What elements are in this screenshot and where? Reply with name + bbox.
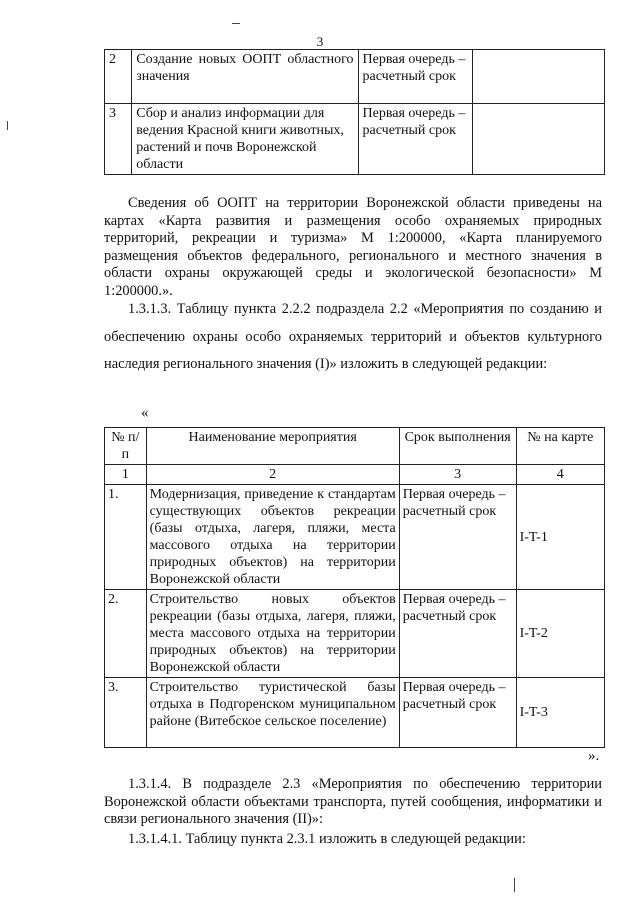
table-cell-num: 3. (105, 678, 147, 748)
paragraph-table-2-3-1 (104, 831, 602, 849)
table-cell-name: Создание новых ООПТ областного значения (132, 50, 358, 104)
paragraph-text: 1.3.1.3. Таблицу пункта 2.2.2 подраздела 2.2 «Мероприятия по созданию и обеспечению охраны особо охраняемых территорий и объектов культурного наследия регионального значения (I)» изложить в следующей редакции: (104, 301, 602, 372)
paragraph-text: Сведения об ООПТ на территории Воронежской области приведены на картах «Карта развития и размещения особо охраняемых природных территорий, рекреации и туризма» М 1:200000, «Карта планируемого размещения объектов федерального, регионального и местного значения в области охраны окружающей среды и экологической безопасности» М 1:200000.». (104, 195, 602, 299)
scan-mark (7, 121, 8, 130)
table-header-row (105, 428, 605, 465)
paragraph-subsection-2-3 (104, 776, 602, 829)
table-cell-term: Первая очередь – расчетный срок (358, 104, 472, 175)
col-number: 4 (516, 465, 604, 485)
paragraph-ooop-maps (104, 195, 602, 301)
table-cell-map (472, 50, 604, 104)
table-cell-num: 2. (105, 590, 147, 678)
scan-mark (232, 23, 240, 24)
table-row (105, 590, 605, 678)
table-row (105, 50, 605, 104)
table-cell-term: Первая очередь – расчетный срок (358, 50, 472, 104)
header-num: № п/п (105, 428, 147, 465)
paragraph-text: 1.3.1.4. В подразделе 2.3 «Мероприятия по обеспечению территории Воронежской области объектами транспорта, путей сообщения, информатики и связи регионального значения (II)»: (104, 776, 602, 828)
column-number-row (105, 465, 605, 485)
table-cell-num: 1. (105, 485, 147, 590)
table-row (105, 485, 605, 590)
header-name: Наименование мероприятия (146, 428, 399, 465)
col-number: 2 (146, 465, 399, 485)
col-number: 1 (105, 465, 147, 485)
close-quote: ». (588, 748, 600, 764)
table-ooop-measures (104, 49, 605, 175)
table-cell-name: Модернизация, приведение к стандартам существующих объектов рекреации (базы отдыха, лагеря, пляжи, места массового отдыха на территории природных объектов) на территории Воронежской области (146, 485, 399, 590)
table-cell-term: Первая очередь – расчетный срок (399, 485, 516, 590)
table-cell-map (472, 104, 604, 175)
table-cell-num: 2 (105, 50, 132, 104)
table-cell-name: Сбор и анализ информации для ведения Красной книги животных, растений и почв Воронежской области (132, 104, 358, 175)
table-row (105, 104, 605, 175)
table-cell-map: I-T-3 (516, 678, 604, 748)
paragraph-table-2-2-2 (104, 296, 602, 379)
paragraph-text: 1.3.1.4.1. Таблицу пункта 2.3.1 изложить в следующей редакции: (128, 831, 526, 847)
open-quote: « (141, 405, 149, 421)
header-map: № на карте (516, 428, 604, 465)
table-cell-map: I-T-1 (516, 485, 604, 590)
table-cell-term: Первая очередь – расчетный срок (399, 678, 516, 748)
table-recreation-measures (104, 427, 605, 748)
col-number: 3 (399, 465, 516, 485)
table-cell-num: 3 (105, 104, 132, 175)
table-cell-term: Первая очередь – расчетный срок (399, 590, 516, 678)
table-row (105, 678, 605, 748)
table-cell-name: Строительство новых объектов рекреации (базы отдыха, лагеря, пляжи, места массового отдыха на территории природных объектов) на территории Воронежской области (146, 590, 399, 678)
table-cell-map: I-T-2 (516, 590, 604, 678)
scan-mark (514, 878, 515, 892)
header-term: Срок выполнения (399, 428, 516, 465)
table-cell-name: Строительство туристической базы отдыха в Подгоренском муниципальном районе (Витебское сельское поселение) (146, 678, 399, 748)
page-number: 3 (316, 34, 324, 49)
